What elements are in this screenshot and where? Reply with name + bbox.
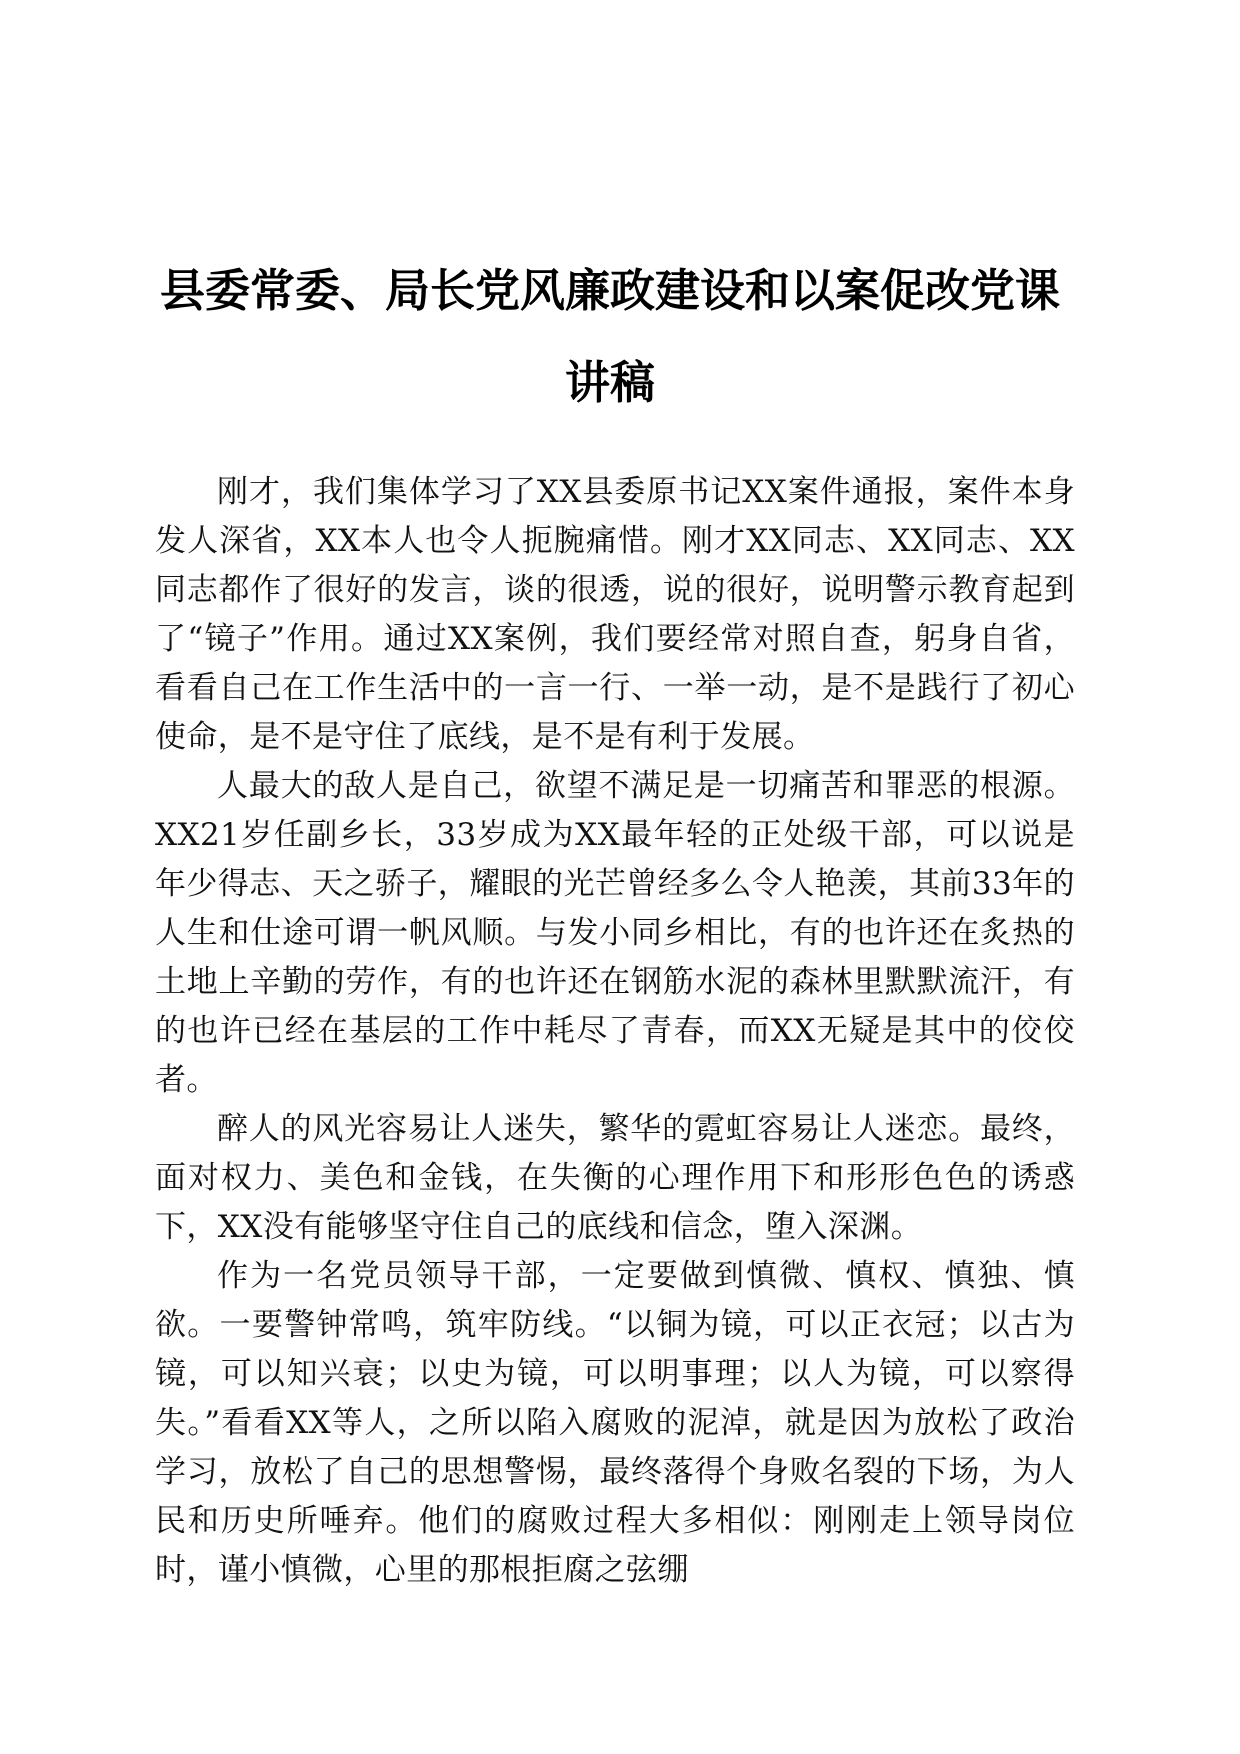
title-line-1: 县委常委、局长党风廉政建设和以案促改党课 — [159, 264, 1060, 317]
paragraph: 人最大的敌人是自己，欲望不满足是一切痛苦和罪恶的根源。XX21岁任副乡长，33岁成为XX最年轻的正处级干部，可以说是年少得志、天之骄子，耀眼的光芒曾经多么令人艳羡，其前33年的人生和仕途可谓一帆风顺。与发小同乡相比，有的也许还在炙热的土地上辛勤的劳作，有的也许还在钢筋水泥的森林里默默流汗，有的也许已经在基层的工作中耗尽了青春，而XX无疑是其中的佼佼者。 — [155, 768, 1075, 1098]
paragraph: 醉人的风光容易让人迷失，繁华的霓虹容易让人迷恋。最终，面对权力、美色和金钱，在失衡的心理作用下和形形色色的诱惑下，XX没有能够坚守住自己的底线和信念，堕入深渊。 — [155, 1111, 1075, 1245]
title-line-2: 讲稿 — [564, 356, 655, 409]
paragraph: 作为一名党员领导干部，一定要做到慎微、慎权、慎独、慎欲。一要警钟常鸣，筑牢防线。“以铜为镜，可以正衣冠；以古为镜，可以知兴衰；以史为镜，可以明事理；以人为镜，可以察得失。”看看XX等人，之所以陷入腐败的泥淖，就是因为放松了政治学习，放松了自己的思想警惕，最终落得个身败名裂的下场，为人民和历史所唾弃。他们的腐败过程大多相似：刚刚走上领导岗位时，谨小慎微，心里的那根拒腐之弦绷 — [155, 1258, 1075, 1588]
document-body — [155, 468, 1075, 1595]
document-title — [140, 245, 1080, 429]
paragraph: 刚才，我们集体学习了XX县委原书记XX案件通报，案件本身发人深省，XX本人也令人扼腕痛惜。刚才XX同志、XX同志、XX同志都作了很好的发言，谈的很透，说的很好，说明警示教育起到了“镜子”作用。通过XX案例，我们要经常对照自查，躬身自省，看看自己在工作生活中的一言一行、一举一动，是不是践行了初心使命，是不是守住了底线，是不是有利于发展。 — [155, 474, 1075, 755]
